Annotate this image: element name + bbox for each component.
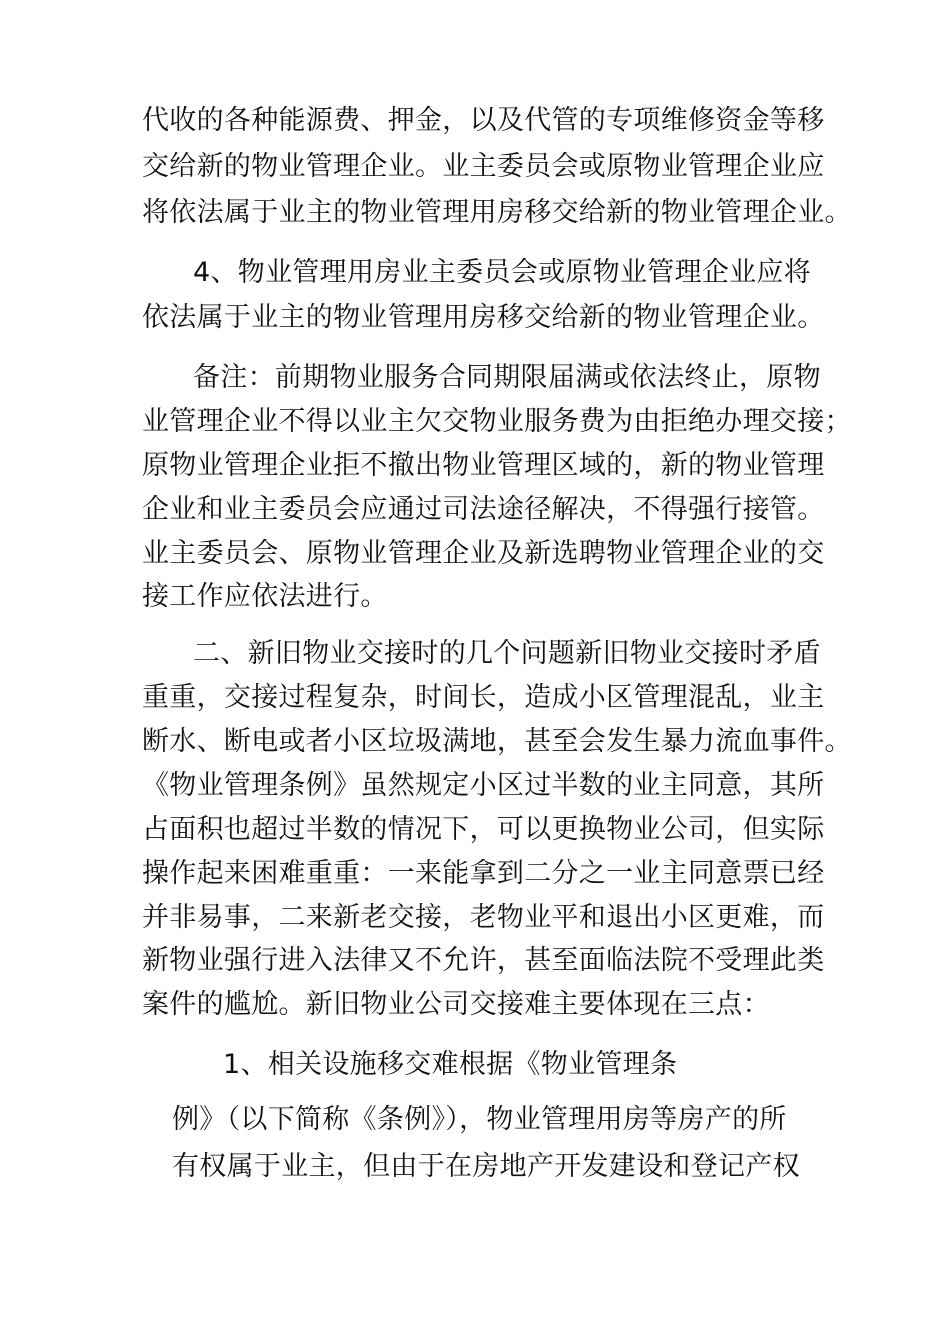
paragraph-line: 接工作应依法进行。 <box>142 581 388 612</box>
paragraph-line: 有权属于业主，但由于在房地产开发建设和登记产权 <box>172 1151 800 1182</box>
paragraph-line: 4、物业管理用房业主委员会或原物业管理企业应将 <box>193 257 812 288</box>
paragraph-line: 断水、断电或者小区垃圾满地，甚至会发生暴力流血事件。 <box>142 726 852 757</box>
paragraph-line: 企业和业主委员会应通过司法途径解决，不得强行接管。 <box>142 494 825 525</box>
paragraph-line: 二、新旧物业交接时的几个问题新旧物业交接时矛盾 <box>193 638 821 669</box>
paragraph-line: 并非易事，二来新老交接，老物业平和退出小区更难，而 <box>142 902 825 933</box>
paragraph-line: 《物业管理条例》虽然规定小区过半数的业主同意，其所 <box>142 770 825 801</box>
paragraph-line: 原物业管理企业拒不撤出物业管理区域的，新的物业管理 <box>142 450 825 481</box>
paragraph-line: 占面积也超过半数的情况下，可以更换物业公司，但实际 <box>142 814 825 845</box>
paragraph-line: 1、相关设施移交难根据《物业管理条 <box>223 1049 678 1080</box>
paragraph-line: 重重，交接过程复杂，时间长，造成小区管理混乱，业主 <box>142 682 825 713</box>
paragraph-line: 依法属于业主的物业管理用房移交给新的物业管理企业。 <box>142 302 825 333</box>
paragraph-line: 例》（以下简称《条例》），物业管理用房等房产的所 <box>172 1104 787 1135</box>
paragraph-line: 备注：前期物业服务合同期限届满或依法终止，原物 <box>193 362 821 393</box>
paragraph-line: 案件的尴尬。新旧物业公司交接难主要体现在三点： <box>142 989 770 1020</box>
paragraph-line: 操作起来困难重重：一来能拿到二分之一业主同意票已经 <box>142 858 825 889</box>
paragraph-line: 交给新的物业管理企业。业主委员会或原物业管理企业应 <box>142 151 825 182</box>
paragraph-line: 业管理企业不得以业主欠交物业服务费为由拒绝办理交接； <box>142 406 852 437</box>
paragraph-line: 代收的各种能源费、押金，以及代管的专项维修资金等移 <box>142 105 825 136</box>
paragraph-line: 新物业强行进入法律又不允许，甚至面临法院不受理此类 <box>142 945 825 976</box>
paragraph-line: 将依法属于业主的物业管理用房移交给新的物业管理企业。 <box>142 197 852 228</box>
paragraph-line: 业主委员会、原物业管理企业及新选聘物业管理企业的交 <box>142 538 825 569</box>
